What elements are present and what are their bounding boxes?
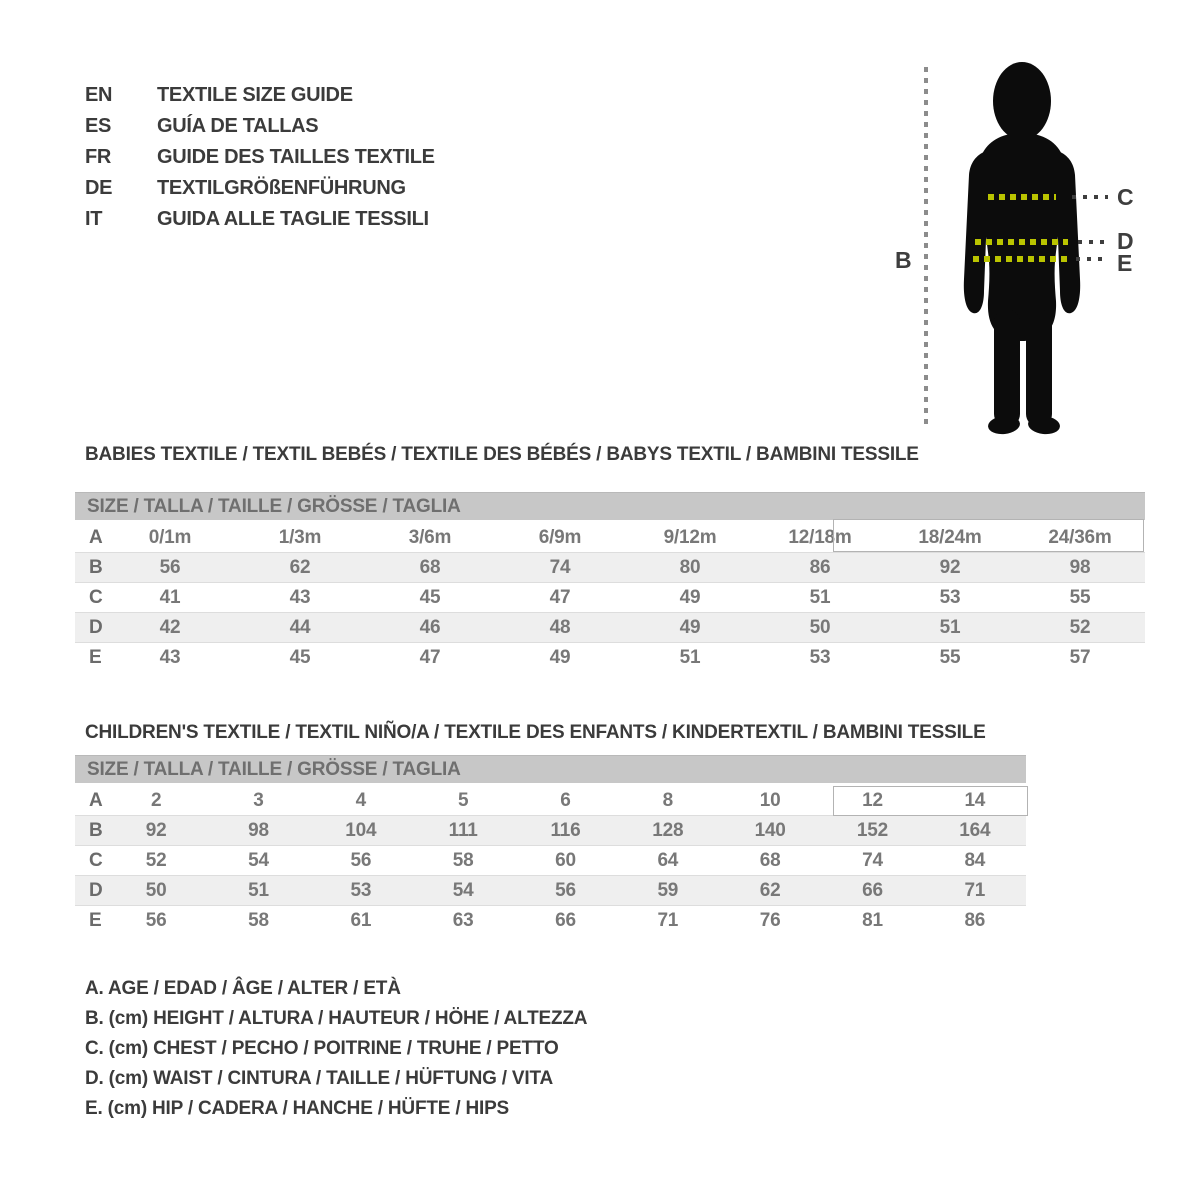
size-value-cell: 2 — [150, 789, 162, 811]
size-value-cell: 43 — [289, 586, 311, 608]
table-row — [75, 906, 1026, 936]
size-value-cell: 152 — [821, 816, 923, 846]
row-label: A — [89, 789, 103, 811]
table-row — [75, 816, 1026, 846]
size-value-cell: 8 — [662, 789, 673, 811]
size-value-cell: 66 — [555, 909, 576, 931]
size-value-cell: 111 — [412, 816, 514, 846]
size-value-cell: 57 — [1069, 646, 1091, 668]
size-value-cell: 41 — [159, 586, 181, 608]
language-title: TEXTILE SIZE GUIDE — [157, 84, 353, 106]
row-label: C — [89, 849, 103, 871]
language-title: GUIDA ALLE TAGLIE TESSILI — [157, 208, 429, 230]
size-value-cell: 49 — [549, 646, 571, 668]
size-value-cell: 51 — [207, 876, 309, 906]
size-value-cell: 60 — [555, 849, 576, 871]
size-value-cell: 1/3m — [278, 526, 322, 548]
language-title: GUIDE DES TAILLES TEXTILE — [157, 146, 435, 168]
size-value-cell: 55 — [1069, 586, 1091, 608]
row-label: E — [89, 646, 102, 668]
size-value-cell: 18/24m — [918, 526, 982, 548]
table-row — [75, 643, 1145, 673]
table-row — [75, 876, 1026, 906]
chest-label: C — [1117, 184, 1134, 210]
row-label: B — [75, 553, 105, 583]
size-value-cell: 55 — [939, 646, 961, 668]
language-code: EN — [85, 84, 113, 106]
babies-size-header: SIZE / TALLA / TAILLE / GRÖSSE / TAGLIA — [75, 492, 1145, 520]
table-row — [75, 786, 1026, 816]
size-value-cell: 62 — [235, 553, 365, 583]
language-list — [85, 80, 435, 235]
row-label: B — [75, 816, 105, 846]
size-value-cell: 24/36m — [1048, 526, 1112, 548]
table-row — [75, 583, 1145, 613]
size-value-cell: 51 — [679, 646, 701, 668]
child-silhouette-figure — [880, 55, 1180, 445]
row-label: E — [89, 909, 102, 931]
size-value-cell: 80 — [625, 553, 755, 583]
size-value-cell: 3 — [253, 789, 264, 811]
size-value-cell: 49 — [625, 613, 755, 643]
row-label: C — [89, 586, 103, 608]
size-value-cell: 104 — [310, 816, 412, 846]
size-value-cell: 92 — [885, 553, 1015, 583]
size-value-cell: 71 — [657, 909, 679, 931]
measurement-figure — [880, 55, 1180, 445]
language-row — [85, 111, 435, 142]
size-value-cell: 5 — [457, 789, 469, 811]
size-value-cell: 86 — [964, 909, 986, 931]
size-value-cell: 56 — [105, 553, 235, 583]
size-value-cell: 68 — [759, 849, 781, 871]
size-value-cell: 61 — [350, 909, 372, 931]
size-value-cell: 50 — [755, 613, 885, 643]
size-value-cell: 98 — [207, 816, 309, 846]
size-value-cell: 54 — [248, 849, 269, 871]
size-value-cell: 44 — [235, 613, 365, 643]
size-value-cell: 54 — [412, 876, 514, 906]
size-value-cell: 45 — [419, 586, 441, 608]
size-value-cell: 81 — [862, 909, 883, 931]
size-value-cell: 86 — [755, 553, 885, 583]
size-value-cell: 64 — [657, 849, 679, 871]
child-silhouette — [964, 62, 1080, 436]
size-value-cell: 66 — [821, 876, 923, 906]
size-value-cell: 58 — [248, 909, 269, 931]
language-title: GUÍA DE TALLAS — [157, 115, 319, 137]
size-value-cell: 74 — [495, 553, 625, 583]
size-value-cell: 53 — [939, 586, 961, 608]
size-value-cell: 56 — [514, 876, 616, 906]
size-value-cell: 52 — [145, 849, 167, 871]
size-value-cell: 47 — [419, 646, 441, 668]
height-label: B — [895, 247, 912, 273]
language-row — [85, 204, 435, 235]
legend-row: B. (cm) HEIGHT / ALTURA / HAUTEUR / HÖHE / ALTEZZA — [85, 1008, 588, 1029]
legend-row: E. (cm) HIP / CADERA / HANCHE / HÜFTE / HIPS — [85, 1098, 510, 1119]
language-code: ES — [85, 115, 112, 137]
size-value-cell: 164 — [924, 816, 1026, 846]
row-label: D — [75, 876, 105, 906]
language-row — [85, 80, 435, 111]
language-code: DE — [85, 177, 113, 199]
table-row — [75, 613, 1145, 643]
size-value-cell: 51 — [885, 613, 1015, 643]
size-value-cell: 46 — [365, 613, 495, 643]
size-value-cell: 53 — [310, 876, 412, 906]
size-value-cell: 51 — [809, 586, 831, 608]
size-value-cell: 98 — [1015, 553, 1145, 583]
size-value-cell: 0/1m — [148, 526, 192, 548]
size-value-cell: 6 — [560, 789, 571, 811]
size-value-cell: 9/12m — [663, 526, 717, 548]
children-size-table — [75, 755, 1026, 935]
size-value-cell: 10 — [759, 789, 781, 811]
babies-section-title: BABIES TEXTILE / TEXTIL BEBÉS / TEXTILE DES BÉBÉS / BABYS TEXTIL / BAMBINI TESSILE — [85, 444, 919, 465]
size-value-cell: 68 — [365, 553, 495, 583]
size-value-cell: 49 — [679, 586, 701, 608]
language-title: TEXTILGRÖßENFÜHRUNG — [157, 177, 406, 199]
size-value-cell: 14 — [964, 789, 986, 811]
size-value-cell: 59 — [617, 876, 719, 906]
size-value-cell: 43 — [159, 646, 181, 668]
size-value-cell: 53 — [809, 646, 831, 668]
children-size-header: SIZE / TALLA / TAILLE / GRÖSSE / TAGLIA — [75, 755, 1026, 783]
legend-row: D. (cm) WAIST / CINTURA / TAILLE / HÜFTUNG / VITA — [85, 1068, 553, 1089]
language-row — [85, 142, 435, 173]
legend-row: C. (cm) CHEST / PECHO / POITRINE / TRUHE / PETTO — [85, 1038, 559, 1059]
size-value-cell: 58 — [452, 849, 474, 871]
size-value-cell: 63 — [452, 909, 474, 931]
size-value-cell: 12/18m — [788, 526, 852, 548]
size-value-cell: 140 — [719, 816, 821, 846]
size-value-cell: 92 — [105, 816, 207, 846]
size-value-cell: 42 — [105, 613, 235, 643]
legend-row: A. AGE / EDAD / ÂGE / ALTER / ETÀ — [85, 978, 401, 999]
size-value-cell: 74 — [862, 849, 883, 871]
size-value-cell: 128 — [617, 816, 719, 846]
size-value-cell: 76 — [759, 909, 781, 931]
size-value-cell: 12 — [862, 789, 883, 811]
size-value-cell: 116 — [514, 816, 616, 846]
size-value-cell: 50 — [105, 876, 207, 906]
size-value-cell: 6/9m — [538, 526, 582, 548]
row-label: D — [75, 613, 105, 643]
size-value-cell: 71 — [924, 876, 1026, 906]
size-value-cell: 56 — [145, 909, 167, 931]
waist-label: D — [1117, 228, 1134, 254]
language-row — [85, 173, 435, 204]
size-value-cell: 84 — [964, 849, 986, 871]
measurement-legend — [85, 974, 587, 1124]
hip-label: E — [1117, 250, 1133, 276]
size-value-cell: 4 — [355, 789, 366, 811]
size-value-cell: 52 — [1015, 613, 1145, 643]
size-value-cell: 48 — [495, 613, 625, 643]
table-row — [75, 846, 1026, 876]
size-value-cell: 62 — [719, 876, 821, 906]
children-section-title: CHILDREN'S TEXTILE / TEXTIL NIÑO/A / TEXTILE DES ENFANTS / KINDERTEXTIL / BAMBINI TESSILE — [85, 722, 986, 743]
size-value-cell: 45 — [289, 646, 311, 668]
table-row — [75, 553, 1145, 583]
row-label: A — [89, 526, 103, 548]
babies-size-table — [75, 492, 1145, 672]
size-value-cell: 3/6m — [408, 526, 452, 548]
language-code: IT — [85, 208, 103, 230]
language-code: FR — [85, 146, 112, 168]
table-row — [75, 523, 1145, 553]
size-value-cell: 56 — [350, 849, 372, 871]
size-value-cell: 47 — [549, 586, 571, 608]
